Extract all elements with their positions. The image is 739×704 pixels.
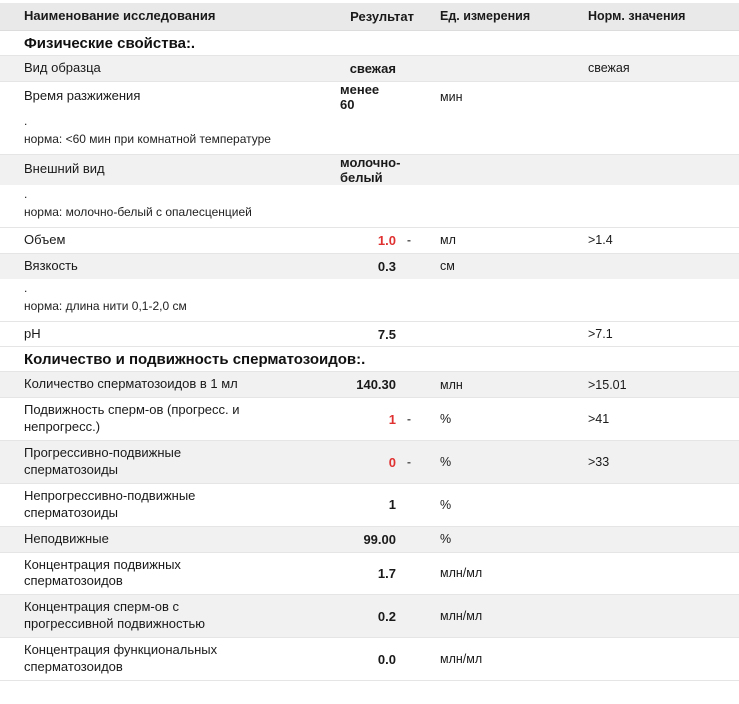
table-row xyxy=(0,372,739,398)
result-cell xyxy=(340,455,440,470)
study-name-cell xyxy=(24,553,340,595)
result-cell xyxy=(340,327,440,342)
table-row xyxy=(0,441,739,484)
result-cell xyxy=(340,82,440,112)
note-dot: . xyxy=(24,113,28,128)
study-name: pH xyxy=(24,325,41,341)
result-cell xyxy=(340,497,440,512)
result-cell xyxy=(340,532,440,547)
section-title: Физические свойства:. xyxy=(24,34,196,52)
study-name-cell xyxy=(24,638,340,680)
table-row xyxy=(0,228,739,254)
norm-note xyxy=(0,185,739,228)
norm-value-cell: >7.1 xyxy=(588,327,613,341)
study-name-cell xyxy=(24,157,340,182)
norm-note-text: норма: молочно-белый с опалесценцией xyxy=(24,204,252,219)
norm-value-cell xyxy=(588,655,739,663)
study-name-cell xyxy=(24,484,340,526)
result-value: молочно-белый xyxy=(340,154,401,185)
unit-cell xyxy=(440,330,588,338)
result-cell xyxy=(340,652,440,667)
unit-cell xyxy=(440,166,588,174)
result-cell xyxy=(340,609,440,624)
study-name: Непрогрессивно-подвижные сперматозоиды xyxy=(24,487,196,520)
study-name-cell xyxy=(24,441,340,483)
below-norm-dash: - xyxy=(407,412,411,427)
result-value: 7.5 xyxy=(377,326,396,342)
result-value: 99.00 xyxy=(363,531,396,547)
result-value: 0.3 xyxy=(377,258,396,274)
below-norm-dash: - xyxy=(407,455,411,470)
result-value: 1.0 xyxy=(377,232,396,248)
result-value: свежая xyxy=(349,60,396,76)
table-header-row xyxy=(0,3,739,31)
unit-cell xyxy=(440,64,588,72)
table-body xyxy=(0,31,739,681)
norm-value-cell xyxy=(588,569,739,577)
study-name-cell xyxy=(24,595,340,637)
table-row xyxy=(0,553,739,596)
norm-value-cell xyxy=(588,612,739,620)
result-value: 1 xyxy=(388,411,396,427)
table-row xyxy=(0,527,739,553)
table-row xyxy=(0,638,739,681)
study-name: Подвижность сперм-ов (прогресс. и непрогресс.) xyxy=(24,402,240,435)
study-name-cell xyxy=(24,398,340,440)
study-name: Количество сперматозоидов в 1 мл xyxy=(24,376,238,392)
table-row xyxy=(0,155,739,185)
below-norm-dash: - xyxy=(407,233,411,248)
result-value: 0.2 xyxy=(377,608,396,624)
table-row xyxy=(0,398,739,441)
table-row xyxy=(0,254,739,279)
table-row xyxy=(0,322,739,348)
study-name-cell xyxy=(24,527,340,552)
norm-note-text: норма: длина нити 0,1-2,0 см xyxy=(24,298,187,313)
norm-note xyxy=(0,279,739,322)
result-value: менее 60 xyxy=(340,81,380,112)
norm-value-cell: >33 xyxy=(588,455,610,470)
study-name-cell xyxy=(24,322,340,347)
study-name-cell xyxy=(24,228,340,253)
result-cell xyxy=(340,259,440,274)
section-title: Количество и подвижность сперматозоидов:. xyxy=(24,351,366,369)
study-name: Концентрация функциональных сперматозоидов xyxy=(24,642,218,675)
study-name-cell xyxy=(24,56,340,81)
col-header-result-label: Результат xyxy=(350,8,414,24)
study-name-cell xyxy=(24,254,340,279)
unit-cell: млн/мл xyxy=(440,609,483,624)
unit-cell: % xyxy=(440,497,452,512)
result-value: 1.7 xyxy=(377,565,396,581)
study-name: Прогрессивно-подвижные сперматозоиды xyxy=(24,445,182,478)
study-name: Внешний вид xyxy=(24,161,105,177)
norm-note xyxy=(0,112,739,155)
result-cell xyxy=(340,61,440,76)
col-header-study-name: Наименование исследования xyxy=(24,8,216,23)
section-header xyxy=(0,31,739,56)
result-cell xyxy=(340,233,440,248)
table-row xyxy=(0,56,739,82)
result-cell xyxy=(340,377,440,392)
norm-value-cell xyxy=(588,93,739,101)
note-dot: . xyxy=(24,186,28,201)
unit-cell: мин xyxy=(440,89,463,104)
result-value: 1 xyxy=(388,497,396,513)
unit-cell: см xyxy=(440,259,455,274)
unit-cell: млн/мл xyxy=(440,652,483,667)
norm-value-cell: свежая xyxy=(588,61,630,76)
norm-value-cell xyxy=(588,262,739,270)
result-cell xyxy=(340,412,440,427)
unit-cell: % xyxy=(440,532,452,547)
col-header-result xyxy=(340,4,440,29)
table-row xyxy=(0,82,739,112)
study-name: Вязкость xyxy=(24,257,78,273)
norm-value-cell xyxy=(588,166,739,174)
col-header-units: Ед. измерения xyxy=(440,9,531,24)
norm-note-text: норма: <60 мин при комнатной температуре xyxy=(24,131,271,146)
table-row xyxy=(0,595,739,638)
norm-value-cell: >41 xyxy=(588,412,610,427)
unit-cell: млн xyxy=(440,377,463,392)
study-name-cell xyxy=(24,84,340,109)
norm-value-cell: >15.01 xyxy=(588,377,627,392)
study-name: Концентрация сперм-ов с прогрессивной подвижностью xyxy=(24,599,205,632)
unit-cell: млн/мл xyxy=(440,566,483,581)
study-name: Вид образца xyxy=(24,59,101,75)
table-row xyxy=(0,484,739,527)
result-value: 0.0 xyxy=(377,651,396,667)
unit-cell: % xyxy=(440,455,452,470)
norm-value-cell xyxy=(588,535,739,543)
norm-value-cell xyxy=(588,501,739,509)
result-cell xyxy=(340,566,440,581)
study-name-cell xyxy=(24,372,340,397)
study-name: Концентрация подвижных сперматозоидов xyxy=(24,556,181,589)
unit-cell: % xyxy=(440,412,452,427)
unit-cell: мл xyxy=(440,233,456,248)
study-name: Объем xyxy=(24,231,66,247)
section-header xyxy=(0,347,739,372)
result-value: 0 xyxy=(388,454,396,470)
norm-value-cell: >1.4 xyxy=(588,233,613,248)
result-cell xyxy=(340,155,440,185)
col-header-norm-values: Норм. значения xyxy=(588,9,686,24)
study-name: Время разжижения xyxy=(24,88,141,104)
result-value: 140.30 xyxy=(356,377,396,393)
study-name: Неподвижные xyxy=(24,530,109,546)
note-dot: . xyxy=(24,280,28,295)
